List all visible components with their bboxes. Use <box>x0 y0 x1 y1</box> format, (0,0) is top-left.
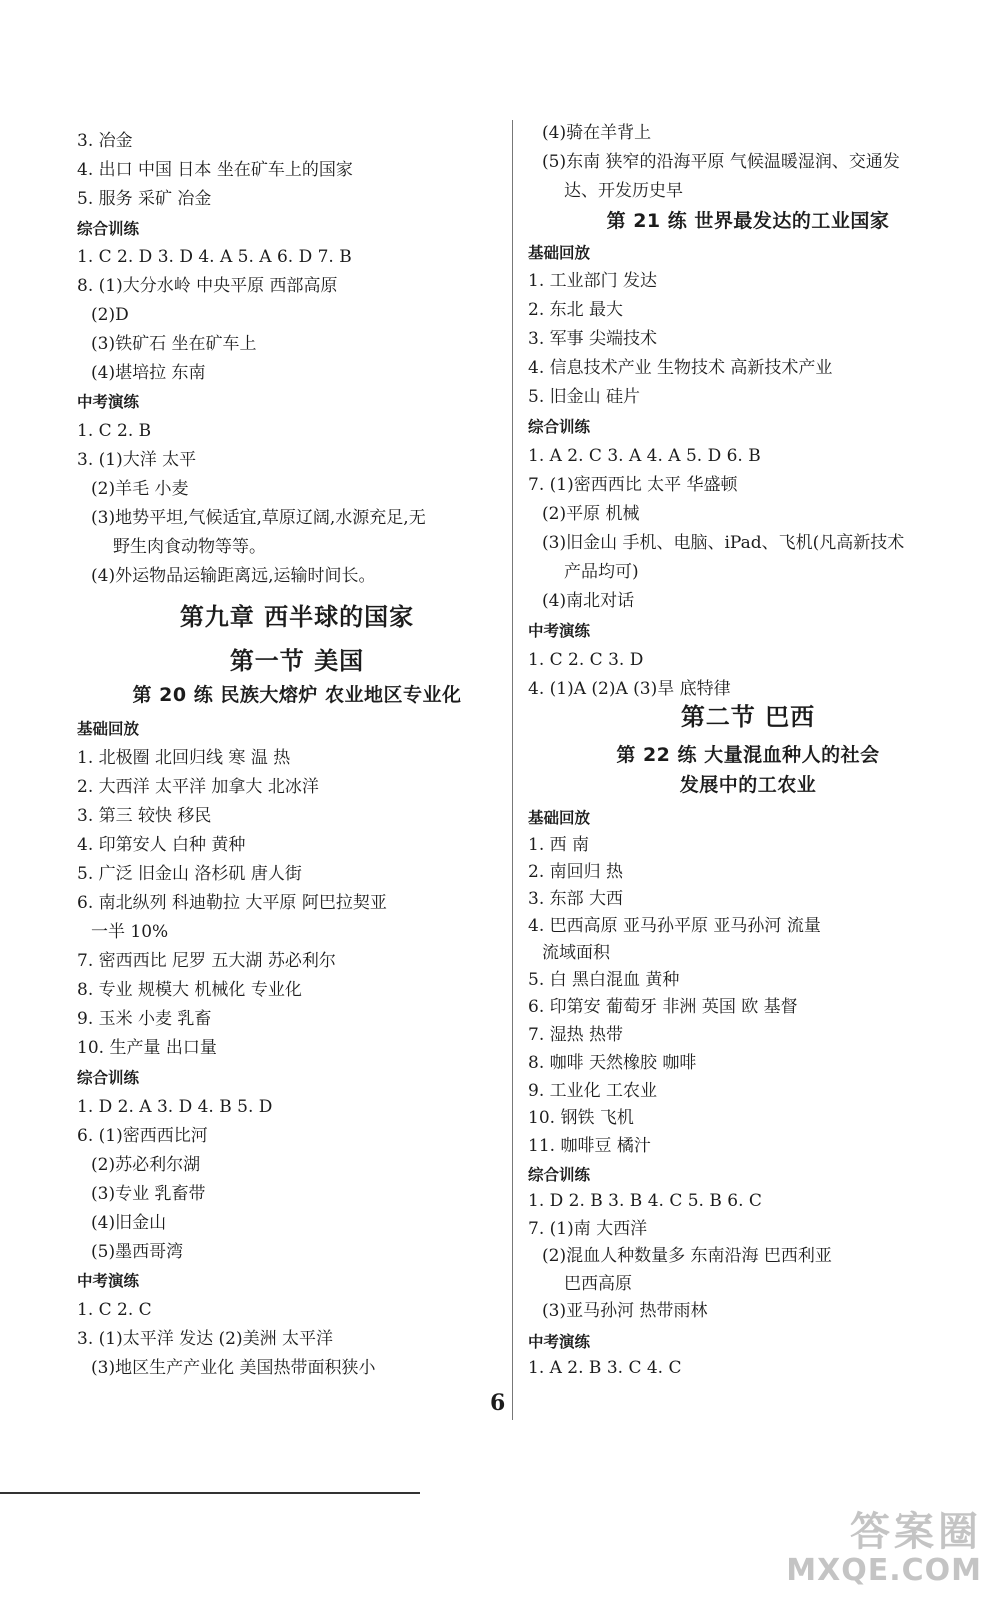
answer-line: (3)地区生产产业化 美国热带面积狭小 <box>91 1358 376 1378</box>
answer-line: 4. 印第安人 白种 黄种 <box>77 835 246 855</box>
section-heading: 综合训练 <box>528 418 591 436</box>
answer-line: (2)苏必利尔湖 <box>91 1155 201 1175</box>
answer-line: (3)地势平坦,气候适宜,草原辽阔,水源充足,无 <box>91 508 426 528</box>
answer-line: 5. 服务 采矿 冶金 <box>77 189 212 209</box>
answer-line: 1. A 2. B 3. C 4. C <box>528 1358 682 1378</box>
answer-line: 9. 玉米 小麦 乳畜 <box>77 1009 212 1029</box>
answer-line: 3. 东部 大西 <box>528 889 624 909</box>
answer-line: 1. C 2. C <box>77 1300 152 1320</box>
answer-line: 1. 北极圈 北回归线 寒 温 热 <box>77 748 291 768</box>
section-heading: 中考演练 <box>528 622 591 640</box>
answer-line: (4)外运物品运输距离远,运输时间长。 <box>91 566 376 586</box>
section-heading: 综合训练 <box>77 1069 140 1087</box>
answer-line: 3. 冶金 <box>77 131 133 151</box>
answer-line: (2)D <box>91 305 129 325</box>
answer-line: 5. 旧金山 硅片 <box>528 387 641 407</box>
answer-line: 6. (1)密西西比河 <box>77 1126 208 1146</box>
answer-line: (4)南北对话 <box>542 591 635 611</box>
answer-line: (2)平原 机械 <box>542 504 640 524</box>
exercise-title: 第 20 练 民族大熔炉 农业地区专业化 <box>132 684 462 706</box>
answer-line: (3)旧金山 手机、电脑、iPad、飞机(凡高新技术 <box>542 533 905 553</box>
answer-line: 2. 东北 最大 <box>528 300 624 320</box>
answer-line: 8. 咖啡 天然橡胶 咖啡 <box>528 1053 697 1073</box>
answer-line: 产品均可) <box>564 562 639 582</box>
section-title: 第一节 美国 <box>229 646 365 675</box>
section-heading: 基础回放 <box>77 720 140 738</box>
answer-line: 4. 巴西高原 亚马孙平原 亚马孙河 流量 <box>528 916 821 936</box>
answer-line: 3. 第三 较快 移民 <box>77 806 212 826</box>
answer-line: 4. 出口 中国 日本 坐在矿车上的国家 <box>77 160 353 180</box>
answer-line: (4)堪培拉 东南 <box>91 363 206 383</box>
section-heading: 综合训练 <box>77 220 140 238</box>
answer-line: 流域面积 <box>542 943 610 963</box>
answer-line: 5. 广泛 旧金山 洛杉矶 唐人街 <box>77 864 302 884</box>
answer-line: 7. (1)南 大西洋 <box>528 1219 648 1239</box>
answer-line: 野生肉食动物等等。 <box>113 537 266 557</box>
section-title: 第二节 巴西 <box>680 702 816 731</box>
exercise-title: 第 21 练 世界最发达的工业国家 <box>606 210 890 232</box>
bottom-rule <box>0 1492 420 1494</box>
answer-line: 1. C 2. B <box>77 421 152 441</box>
answer-line: 2. 南回归 热 <box>528 862 624 882</box>
answer-line: 达、开发历史早 <box>564 181 683 201</box>
answer-line: 3. (1)大洋 太平 <box>77 450 197 470</box>
answer-line: (5)东南 狭窄的沿海平原 气候温暖湿润、交通发 <box>542 152 900 172</box>
answer-line: (3)专业 乳畜带 <box>91 1184 206 1204</box>
chapter-title: 第九章 西半球的国家 <box>179 602 415 631</box>
answer-line: (3)铁矿石 坐在矿车上 <box>91 334 257 354</box>
answer-line: 1. C 2. C 3. D <box>528 650 644 670</box>
answer-line: 11. 咖啡豆 橘汁 <box>528 1136 651 1156</box>
answer-line: 一半 10% <box>91 922 169 942</box>
section-heading: 基础回放 <box>528 809 591 827</box>
watermark <box>786 1510 982 1588</box>
answer-line: 7. 密西西比 尼罗 五大湖 苏必利尔 <box>77 951 336 971</box>
answer-line: 9. 工业化 工农业 <box>528 1081 658 1101</box>
answer-line: 1. D 2. B 3. B 4. C 5. B 6. C <box>528 1191 762 1211</box>
section-heading: 基础回放 <box>528 244 591 262</box>
answer-line: 7. (1)密西西比 太平 华盛顿 <box>528 475 738 495</box>
answer-line: 4. (1)A (2)A (3)旱 底特律 <box>528 679 731 699</box>
answer-line: 6. 南北纵列 科迪勒拉 大平原 阿巴拉契亚 <box>77 893 387 913</box>
exercise-title: 发展中的工农业 <box>679 774 817 796</box>
answer-line: 4. 信息技术产业 生物技术 高新技术产业 <box>528 358 833 378</box>
answer-line: (4)旧金山 <box>91 1213 167 1233</box>
answer-line: 8. 专业 规模大 机械化 专业化 <box>77 980 302 1000</box>
column-divider <box>512 120 513 1420</box>
answer-line: 1. C 2. D 3. D 4. A 5. A 6. D 7. B <box>77 247 352 267</box>
answer-line: 10. 生产量 出口量 <box>77 1038 217 1058</box>
answer-line: 巴西高原 <box>564 1274 632 1294</box>
page-number: 6 <box>490 1390 506 1416</box>
watermark-domain: MXQE.COM <box>786 1553 982 1588</box>
answer-line: 3. (1)太平洋 发达 (2)美洲 太平洋 <box>77 1329 333 1349</box>
section-heading: 综合训练 <box>528 1166 591 1184</box>
section-heading: 中考演练 <box>77 1272 140 1290</box>
answer-line: 1. A 2. C 3. A 4. A 5. D 6. B <box>528 446 761 466</box>
watermark-logo: 答案圈 <box>850 1509 982 1555</box>
answer-line: 1. D 2. A 3. D 4. B 5. D <box>77 1097 273 1117</box>
answer-line: (2)混血人种数量多 东南沿海 巴西利亚 <box>542 1246 832 1266</box>
exercise-title: 第 22 练 大量混血种人的社会 <box>616 744 880 766</box>
answer-line: 6. 印第安 葡萄牙 非洲 英国 欧 基督 <box>528 997 798 1017</box>
section-heading: 中考演练 <box>77 393 140 411</box>
section-heading: 中考演练 <box>528 1333 591 1351</box>
answer-line: 1. 西 南 <box>528 835 590 855</box>
answer-line: (3)亚马孙河 热带雨林 <box>542 1301 708 1321</box>
answer-line: (5)墨西哥湾 <box>91 1242 184 1262</box>
answer-line: (4)骑在羊背上 <box>542 123 652 143</box>
answer-line: (2)羊毛 小麦 <box>91 479 189 499</box>
answer-line: 2. 大西洋 太平洋 加拿大 北冰洋 <box>77 777 319 797</box>
answer-line: 1. 工业部门 发达 <box>528 271 658 291</box>
answer-line: 7. 湿热 热带 <box>528 1025 624 1045</box>
answer-line: 3. 军事 尖端技术 <box>528 329 658 349</box>
answer-line: 10. 钢铁 飞机 <box>528 1108 634 1128</box>
answer-line: 5. 白 黑白混血 黄种 <box>528 970 680 990</box>
answer-line: 8. (1)大分水岭 中央平原 西部高原 <box>77 276 338 296</box>
